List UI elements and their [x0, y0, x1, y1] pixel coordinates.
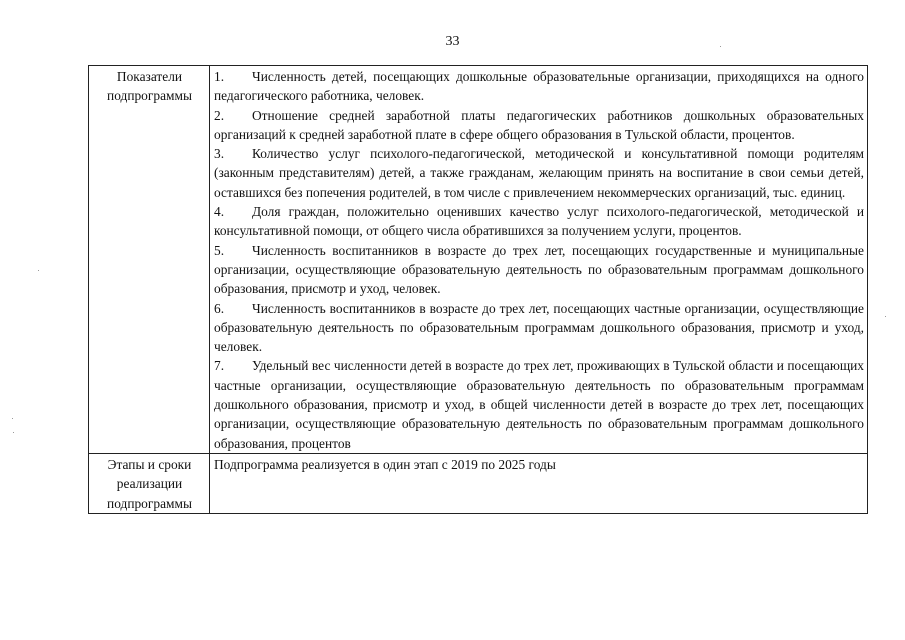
scan-speck [13, 432, 14, 433]
indicator-text: Удельный вес численности детей в возрасте до трех лет, проживающих в Тульской области и посещающих частные организации, осуществляющие образовательную деятельность по образовательным программам дошкольного образования, присмотр и уход, в общей численности детей в возрасте до трех лет, посещающих организации, осуществляющие образовательную деятельность по образовательным программам дошкольного образования, процентов [214, 358, 864, 451]
indicator-item-6 [214, 299, 864, 357]
scan-speck [885, 316, 886, 317]
indicator-number: 5. [214, 242, 225, 258]
subprogram-passport-table [88, 65, 868, 514]
indicator-number: 1. [214, 69, 225, 84]
indicator-number: 4. [214, 204, 225, 220]
stages-text: Подпрограмма реализуется в один этап с 2019 по 2025 годы [210, 453, 868, 513]
indicator-text: Численность воспитанников в возрасте до трех лет, посещающих частные организации, осуществляющие образовательную деятельность по образовательным программам дошкольного образования, присмотр и уход, человек. [214, 300, 864, 355]
row-label-stages: Этапы и сроки реализации подпрограммы [89, 453, 210, 513]
scan-speck [12, 418, 13, 419]
indicator-item-2 [214, 106, 864, 145]
scan-speck [720, 46, 721, 47]
indicator-number: 3. [214, 146, 225, 162]
indicator-number: 7. [214, 358, 225, 374]
row-label-indicators: Показатели подпрограммы [89, 66, 210, 454]
indicator-text: Численность детей, посещающих дошкольные образовательные организации, приходящихся на одного педагогического работника, человек. [214, 69, 864, 104]
indicator-text: Доля граждан, положительно оценивших качество услуг психолого-педагогической, методической и консультативной помощи, от общего числа обратившихся за получением услуги, процентов. [214, 204, 864, 239]
page-number: 33 [445, 34, 460, 49]
indicators-list [210, 66, 868, 454]
scan-speck [38, 270, 39, 271]
indicator-number: 2. [214, 107, 225, 123]
table-row-stages [89, 453, 868, 513]
indicator-item-3 [214, 144, 864, 202]
indicator-item-1 [214, 67, 864, 106]
indicator-text: Количество услуг психолого-педагогической, методической и консультативной помощи родителям (законным представителям) детей, а также гражданам, желающим принять на воспитание в свои семьи детей, оставшихся без попечения родителей, в том числе с привлечением некоммерческих организаций, тыс. единиц. [214, 146, 864, 200]
indicator-text: Отношение средней заработной платы педагогических работников дошкольных образовательных организаций к средней заработной плате в сфере общего образования в Тульской области, процентов. [214, 107, 864, 142]
indicator-number: 6. [214, 300, 225, 316]
indicator-item-4 [214, 202, 864, 241]
indicator-text: Численность воспитанников в возрасте до трех лет, посещающих государственные и муниципальные организации, осуществляющие образовательную деятельность по образовательным программам дошкольного образования, присмотр и уход, человек. [214, 242, 864, 297]
indicator-item-5 [214, 241, 864, 299]
table-row-indicators [89, 66, 868, 454]
indicator-item-7 [214, 356, 864, 452]
